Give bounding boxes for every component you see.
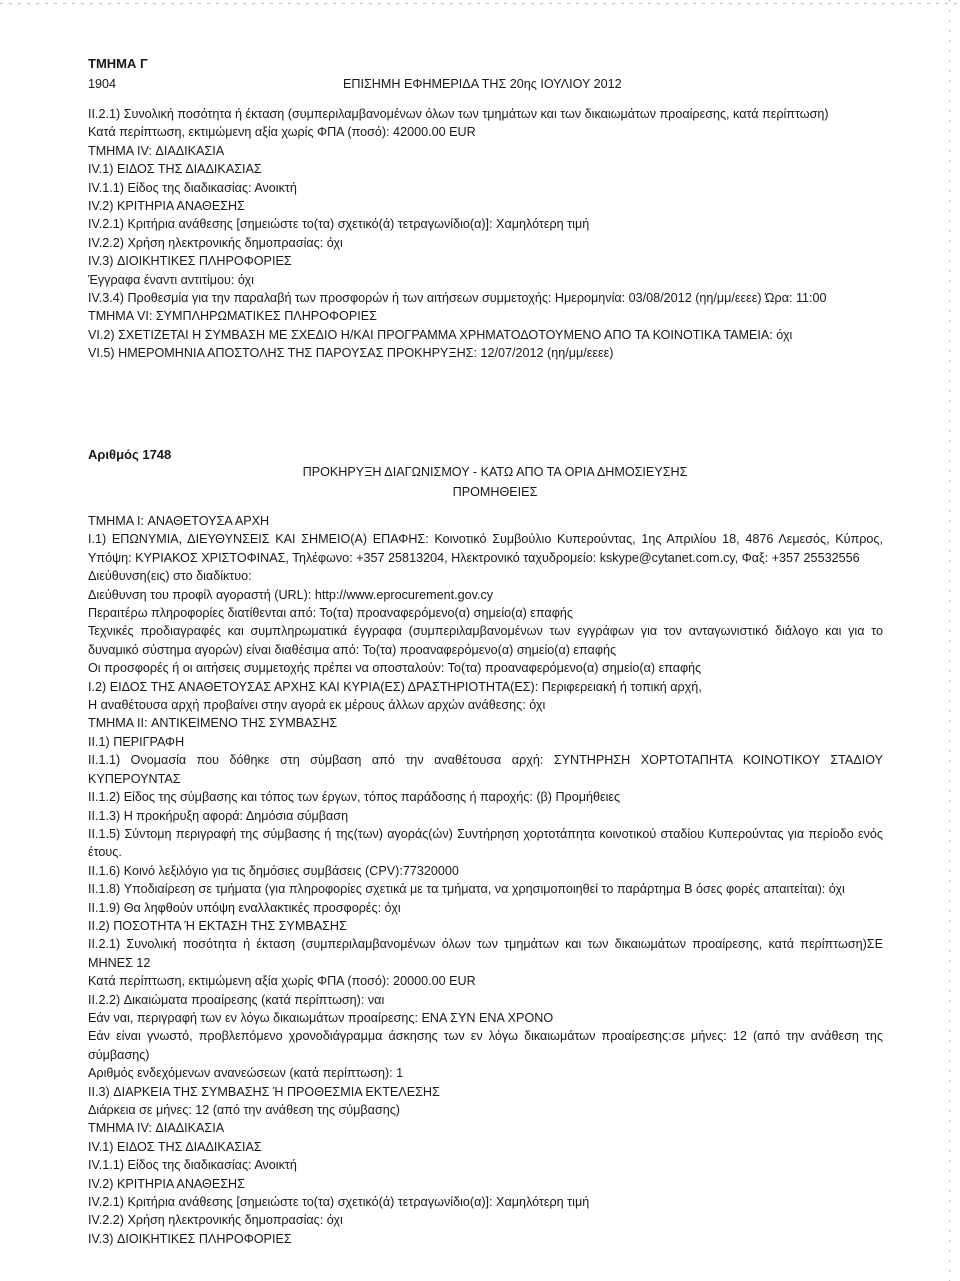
text-line: II.1.8) Υποδιαίρεση σε τμήματα (για πληροφορίες σχετικά με τα τμήματα, να χρησιμοποιηθεί το παράρτημα B όσες φορές απαιτείται): όχι [88, 882, 845, 897]
text-line: IV.3) ΔΙΟΙΚΗΤΙΚΕΣ ΠΛΗΡΟΦΟΡΙΕΣ [88, 254, 292, 269]
text-line: II.1) ΠΕΡΙΓΡΑΦΗ [88, 734, 185, 749]
text-block-notice-body [88, 512, 883, 1248]
text-line: II.2.2) Δικαιώματα προαίρεσης (κατά περίπτωση): ναι [88, 992, 385, 1007]
text-block-previous-notice [88, 105, 883, 363]
notice-title-line2: ΠΡΟΜΗΘΕΙΕΣ [452, 485, 538, 499]
text-line: Διεύθυνση του προφίλ αγοραστή (URL): http://www.eprocurement.gov.cy [88, 587, 494, 602]
text-line: Περαιτέρω πληροφορίες διατίθενται από: Το(τα) προαναφερόμενο(α) σημείο(α) επαφής [88, 606, 573, 621]
text-line: IV.2.2) Χρήση ηλεκτρονικής δημοπρασίας: όχι [88, 1213, 343, 1228]
text-line: ΤΜΗΜΑ I: ΑΝΑΘΕΤΟΥΣΑ ΑΡΧΗ [88, 514, 270, 528]
scan-border-right [949, 0, 950, 1281]
text-line: Έγγραφα έναντι αντιτίμου: όχι [88, 272, 254, 287]
text-line: ΤΜΗΜΑ II: ΑΝΤΙΚΕΙΜΕΝΟ ΤΗΣ ΣΥΜΒΑΣΗΣ [88, 716, 338, 731]
text-line: Εάν είναι γνωστό, προβλεπόμενο χρονοδιάγραμμα άσκησης των εν λόγω δικαιωμάτων προαίρεσης:σε μήνες: 12 (από την ανάθεση της σύμβασης) [88, 1029, 883, 1062]
text-line: VI.2) ΣΧΕΤΙΖΕΤΑΙ Η ΣΥΜΒΑΣΗ ΜΕ ΣΧΕΔΙΟ Η/ΚΑΙ ΠΡΟΓΡΑΜΜΑ ΧΡΗΜΑΤΟΔΟΤΟΥΜΕΝΟ ΑΠΟ ΤΑ ΚΟΙΝΟΤΙΚΑ ΤΑΜΕΙΑ: όχι [88, 327, 793, 342]
text-line: Η αναθέτουσα αρχή προβαίνει στην αγορά εκ μέρους άλλων αρχών ανάθεσης: όχι [88, 698, 546, 713]
text-line: II.1.2) Είδος της σύμβασης και τόπος των έργων, τόπος παράδοσης ή παροχής: (β) Προμήθειες [88, 790, 621, 805]
text-line: IV.1.1) Είδος της διαδικασίας: Ανοικτή [88, 1158, 297, 1173]
text-line: Αριθμός ενδεχόμενων ανανεώσεων (κατά περίπτωση): 1 [88, 1066, 404, 1081]
page-header [88, 75, 908, 95]
text-line: IV.2.2) Χρήση ηλεκτρονικής δημοπρασίας: όχι [88, 235, 343, 250]
text-line: IV.2) ΚΡΙΤΗΡΙΑ ΑΝΑΘΕΣΗΣ [88, 1176, 245, 1191]
text-line: Οι προσφορές ή οι αιτήσεις συμμετοχής πρέπει να οποσταλούν: Το(τα) προαναφερόμενο(α) σημείο(α) επαφής [88, 661, 702, 676]
text-line: IV.1) ΕΙΔΟΣ ΤΗΣ ΔΙΑΔΙΚΑΣΙΑΣ [88, 1139, 262, 1154]
text-line: Κατά περίπτωση, εκτιμώμενη αξία χωρίς ΦΠΑ (ποσό): 42000.00 EUR [88, 125, 476, 140]
text-line: II.2) ΠΟΣΟΤΗΤΑ Ή ΕΚΤΑΣΗ ΤΗΣ ΣΥΜΒΑΣΗΣ [88, 918, 347, 933]
text-line: IV.2) ΚΡΙΤΗΡΙΑ ΑΝΑΘΕΣΗΣ [88, 199, 245, 214]
notice-title [255, 462, 735, 502]
text-line: Τεχνικές προδιαγραφές και συμπληρωματικά έγγραφα (συμπεριλαμβανομένων των εγγράφων για τον ανταγωνιστικό διάλογο και για το δυναμικό σύστημα αγορών) είναι διαθέσιμα από: Το(τα) προαναφερόμενο(α) σημείο(α) επαφής [88, 624, 883, 657]
text-line: Διεύθυνση(εις) στο διαδίκτυο: [88, 569, 252, 584]
text-line: IV.1) ΕΙΔΟΣ ΤΗΣ ΔΙΑΔΙΚΑΣΙΑΣ [88, 162, 262, 177]
text-line: II.3) ΔΙΑΡΚΕΙΑ ΤΗΣ ΣΥΜΒΑΣΗΣ Ή ΠΡΟΘΕΣΜΙΑ ΕΚΤΕΛΕΣΗΣ [88, 1084, 440, 1099]
page-number: 1904 [88, 77, 117, 91]
text-line: I.1) ΕΠΩΝΥΜΙΑ, ΔΙΕΥΘΥΝΣΕΙΣ ΚΑΙ ΣΗΜΕΙΟ(Α) ΕΠΑΦΗΣ: Κοινοτικό Συμβούλιο Κυπερούντας, 1ης Απριλίου 18, 4876 Λεμεσός, Κύπρος, Υπόψη: ΚΥΡΙΑΚΟΣ ΧΡΙΣΤΟΦΙΝΑΣ, Τηλέφωνο: +357 25813204, Ηλεκτρονικό ταχυδρομείο: kskype@cytanet.com.cy, Φαξ: +357 25532556 [88, 532, 883, 565]
section-label: ΤΜΗΜΑ Γ [88, 56, 148, 71]
text-line: ΤΜΗΜΑ IV: ΔΙΑΔΙΚΑΣΙΑ [88, 143, 225, 158]
text-line: VI.5) ΗΜΕΡΟΜΗΝΙΑ ΑΠΟΣΤΟΛΗΣ ΤΗΣ ΠΑΡΟΥΣΑΣ ΠΡΟΚΗΡΥΞΗΣ: 12/07/2012 (ηη/μμ/εεεε) [88, 346, 614, 361]
text-line: II.1.9) Θα ληφθούν υπόψη εναλλακτικές προσφορές: όχι [88, 900, 401, 915]
text-line: IV.2.1) Κριτήρια ανάθεσης [σημειώστε το(τα) σχετικό(ά) τετραγωνίδιο(α)]: Χαμηλότερη τιμή [88, 217, 590, 232]
text-line: IV.3.4) Προθεσμία για την παραλαβή των προσφορών ή των αιτήσεων συμμετοχής: Ημερομηνία: 03/08/2012 (ηη/μμ/εεεε) Ώρα: 11:00 [88, 291, 827, 306]
text-line: II.2.1) Συνολική ποσότητα ή έκταση (συμπεριλαμβανομένων όλων των τμημάτων και των δικαιωμάτων προαίρεσης, κατά περίπτωση) [88, 107, 829, 121]
text-line: ΤΜΗΜΑ VI: ΣΥΜΠΛΗΡΩΜΑΤΙΚΕΣ ΠΛΗΡΟΦΟΡΙΕΣ [88, 309, 377, 324]
notice-title-line1: ΠΡΟΚΗΡΥΞΗ ΔΙΑΓΩΝΙΣΜΟΥ - ΚΑΤΩ ΑΠΟ ΤΑ ΟΡΙΑ ΔΗΜΟΣΙΕΥΣΗΣ [302, 465, 688, 479]
text-line: Εάν ναι, περιγραφή των εν λόγω δικαιωμάτων προαίρεσης: ΕΝΑ ΣΥΝ ΕΝΑ ΧΡΟΝΟ [88, 1010, 554, 1025]
text-line: IV.2.1) Κριτήρια ανάθεσης [σημειώστε το(τα) σχετικό(ά) τετραγωνίδιο(α)]: Χαμηλότερη τιμή [88, 1195, 590, 1210]
text-line: I.2) ΕΙΔΟΣ ΤΗΣ ΑΝΑΘΕΤΟΥΣΑΣ ΑΡΧΗΣ ΚΑΙ ΚΥΡΙΑ(ΕΣ) ΔΡΑΣΤΗΡΙΟΤΗΤΑ(ΕΣ): Περιφερειακή ή τοπική αρχή, [88, 679, 702, 694]
scan-border-top [0, 3, 960, 4]
text-line: IV.1.1) Είδος της διαδικασίας: Ανοικτή [88, 180, 297, 195]
text-line: II.2.1) Συνολική ποσότητα ή έκταση (συμπεριλαμβανομένων όλων των τμημάτων και των δικαιωμάτων προαίρεσης, κατά περίπτωση)ΣΕ ΜΗΝΕΣ 12 [88, 937, 883, 970]
text-line: IV.3) ΔΙΟΙΚΗΤΙΚΕΣ ΠΛΗΡΟΦΟΡΙΕΣ [88, 1231, 292, 1246]
text-line: II.1.1) Ονομασία που δόθηκε στη σύμβαση από την αναθέτουσα αρχή: ΣΥΝΤΗΡΗΣΗ ΧΟΡΤΟΤΑΠΗΤΑ ΚΟΙΝΟΤΙΚΟΥ ΣΤΑΔΙΟΥ ΚΥΠΕΡΟΥΝΤΑΣ [88, 753, 883, 786]
text-line: Διάρκεια σε μήνες: 12 (από την ανάθεση της σύμβασης) [88, 1103, 400, 1117]
text-line: II.1.3) Η προκήρυξη αφορά: Δημόσια σύμβαση [88, 808, 349, 823]
text-line: ΤΜΗΜΑ IV: ΔΙΑΔΙΚΑΣΙΑ [88, 1121, 225, 1136]
gazette-title: ΕΠΙΣΗΜΗ ΕΦΗΜΕΡΙΔΑ ΤΗΣ 20ης ΙΟΥΛΙΟΥ 2012 [343, 77, 622, 91]
notice-number: Αριθμός 1748 [88, 447, 172, 462]
text-line: Κατά περίπτωση, εκτιμώμενη αξία χωρίς ΦΠΑ (ποσό): 20000.00 EUR [88, 974, 476, 989]
text-line: II.1.5) Σύντομη περιγραφή της σύμβασης ή της(των) αγοράς(ών) Συντήρηση χορτοτάπητα κοινοτικού σταδίου Κυπερούντας για περίοδο ενός έτους. [88, 826, 883, 860]
text-line: II.1.6) Κοινό λεξιλόγιο για τις δημόσιες συμβάσεις (CPV):77320000 [88, 863, 459, 878]
